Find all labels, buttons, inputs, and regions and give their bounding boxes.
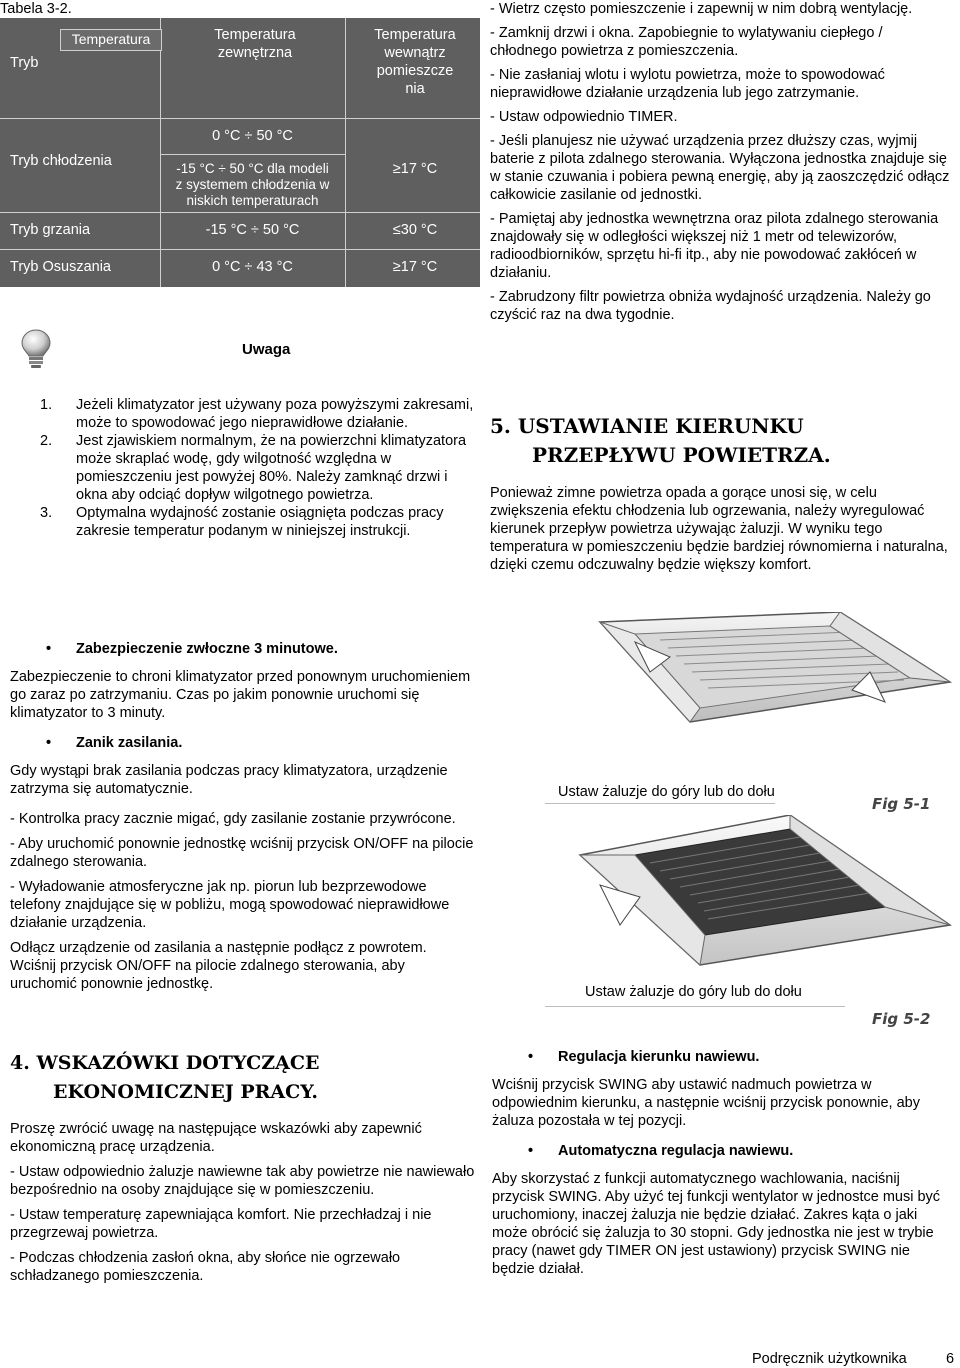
paragraph: - Ustaw odpowiednio żaluzje nawiewne tak aby powietrze nie nawiewało bezpośrednio na osoby znajdujące się w pomieszczeniu.	[10, 1164, 475, 1198]
paragraph: - Ustaw temperaturę zapewniająca komfort. Nie przechładzaj i nie przegrzewaj powietrza.	[10, 1207, 432, 1241]
section-4-heading: 4. WSKAZÓWKI DOTYCZĄCE EKONOMICZNEJ PRACY.	[10, 1052, 320, 1103]
paragraph: Wciśnij przycisk SWING aby ustawić nadmuch powietrza w odpowiednim kierunku, a następnie wciśnij przycisk ponownie, aby żaluza pozostała w tej pozycji.	[492, 1077, 920, 1129]
left-lower-column	[10, 640, 475, 993]
paragraph: - Wyładowanie atmosferyczne jak np. piorun lub bezprzewodowe telefony znajdujące się w pobliżu, mogą spowodować nieprawidłowe działanie urządzenia.	[10, 879, 450, 931]
paragraph: - Ustaw odpowiednio TIMER.	[490, 109, 678, 125]
right-lower-column	[492, 1048, 952, 1278]
right-upper-column	[490, 0, 950, 330]
footer-label: Podręcznik użytkownika	[752, 1351, 907, 1367]
cassette-unit-figure-1	[540, 612, 960, 807]
row-cooling-indoor: ≥17 °C	[392, 161, 438, 177]
header-outdoor: Temperatura zewnętrzna	[214, 27, 296, 61]
paragraph: - Kontrolka pracy zacznie migać, gdy zasilanie zostanie przywrócone.	[10, 811, 456, 827]
row-cooling-mode: Tryb chłodzenia	[10, 153, 112, 169]
cassette-unit-figure-2	[540, 815, 960, 975]
header-temp-label: Temperatura	[71, 31, 151, 47]
paragraph: - Zamknij drzwi i okna. Zapobiegnie to wylatywaniu ciepłego / chłodnego powietrza z pomieszczenia.	[490, 25, 883, 59]
paragraph: - Nie zasłaniaj wlotu i wylotu powietrza, może to spowodować nieprawidłowe działanie urządzenia lub jego zatrzymanie.	[490, 67, 885, 101]
section-5-body: Ponieważ zimne powietrza opada a gorące unosi się, w celu zwiększenia efektu chłodzenia lub ogrzewania, należy wyregulować kierunek przepływ powietrza używając żaluzji. W wyniku tego temperatura w pomieszczeniu będzie bardziej równomierna i naturalna, dzięki czemu odczuwalny będzie większy komfort.	[490, 485, 948, 573]
row-dry-mode: Tryb Osuszania	[10, 259, 111, 275]
paragraph: Zabezpieczenie to chroni klimatyzator przed ponownym uruchomieniem go zaraz po zatrzymaniu. Czas po jakim ponownie uruchomi się klimatyzator to 3 minuty.	[10, 669, 471, 721]
paragraph: - Aby uruchomić ponownie jednostkę wciśnij przycisk ON/OFF na pilocie zdalnego sterowania.	[10, 836, 474, 870]
header-temp-box	[60, 29, 162, 51]
header-indoor: Temperatura wewnątrz pomieszcze nia	[374, 27, 456, 97]
bullet-swing: • Regulacja kierunku nawiewu.	[528, 1049, 760, 1065]
bullet-power: • Zanik zasilania.	[46, 735, 183, 751]
row-heating-outdoor: -15 °C ÷ 50 °C	[205, 222, 300, 238]
paragraph: Proszę zwrócić uwagę na następujące wskazówki aby zapewnić ekonomiczną pracę urządzenia.	[10, 1121, 422, 1155]
row-cooling-outdoor-b: -15 °C ÷ 50 °C dla modeli z systemem chłodzenia w niskich temperaturach	[175, 161, 330, 208]
paragraph: - Pamiętaj aby jednostka wewnętrzna oraz pilota zdalnego sterowania znajdowały się w odległości większej niż 1 metr od telewizorów, radioodbiorników, sprzętu hi-fi itp., aby nie powodować zakłóceń w działaniu.	[490, 211, 939, 281]
paragraph: Odłącz urządzenie od zasilania a następnie podłącz z powrotem. Wciśnij przycisk ON/OFF na pilocie zdalnego sterowania, aby uruchomić ponownie jednostkę.	[10, 940, 427, 992]
row-dry-indoor: ≥17 °C	[392, 259, 438, 275]
header-mode: Tryb	[10, 55, 39, 71]
paragraph: Aby skorzystać z funkcji automatycznego wachlowania, naciśnij przycisk SWING. Aby użyć tej funkcji wentylator w jednostce musi być uruchomiony, inaczej żaluzja nie będzie działać. Zakres kąta o jaki może obrócić się żaluzja to 30 stopni. Gdy jednostka nie jest w trybie pracy (nawet gdy TIMER ON jest ustawiony) przycisk SWING nie będzie działał.	[492, 1171, 941, 1277]
row-heating-indoor: ≤30 °C	[392, 222, 438, 238]
bullet-delay: • Zabezpieczenie zwłoczne 3 minutowe.	[46, 641, 338, 657]
paragraph: - Wietrz często pomieszczenie i zapewnij w nim dobrą wentylację.	[490, 1, 913, 17]
bullet-auto-swing: • Automatyczna regulacja nawiewu.	[528, 1143, 794, 1159]
figure-1-label: Fig 5-1	[872, 795, 931, 813]
paragraph: - Zabrudzony filtr powietrza obniża wydajność urządzenia. Należy go czyścić raz na dwa tygodnie.	[490, 289, 931, 323]
paragraph: - Podczas chłodzenia zasłoń okna, aby słońce nie ogrzewało schładzanego pomieszczenia.	[10, 1250, 401, 1284]
lightbulb-icon	[20, 328, 52, 375]
section-4-body	[10, 1120, 480, 1285]
page-number: 6	[946, 1351, 955, 1367]
figure-2-caption: Ustaw żaluzje do góry lub do dołu	[585, 984, 802, 1000]
note-list	[40, 396, 480, 540]
paragraph: - Jeśli planujesz nie używać urządzenia przez dłuższy czas, wyjmij baterie z pilota zdalnego sterowania. Wyłączona jednostka znajduje się w stanie czuwania i pobiera pewną energię, aby ją zaoszczędzić odłącz całkowicie zasilanie od jednostki.	[490, 133, 950, 203]
temperature-table	[0, 18, 480, 287]
paragraph: Gdy wystąpi brak zasilania podczas pracy klimatyzatora, urządzenie zatrzyma się automatycznie.	[10, 763, 448, 797]
row-dry-outdoor: 0 °C ÷ 43 °C	[212, 259, 293, 275]
table-caption: Tabela 3-2.	[0, 1, 72, 17]
figure-2-label: Fig 5-2	[872, 1010, 931, 1028]
note-title: Uwaga	[242, 341, 291, 358]
row-heating-mode: Tryb grzania	[10, 222, 91, 238]
note-item: 2. Jest zjawiskiem normalnym, że na powierzchni klimatyzatora może skraplać wodę, gdy wilgotność względna w pomieszczeniu jest powyżej 80%. Należy zamknąć drzwi i okna aby odciąć dopływ wilgotnego powietrza.	[40, 433, 467, 503]
note-item: 3. Optymalna wydajność zostanie osiągnięta podczas pracy zakresie temperatur podanym w niniejszej instrukcji.	[40, 505, 444, 539]
row-cooling-outdoor-a: 0 °C ÷ 50 °C	[212, 128, 293, 144]
section-5-heading: 5. USTAWIANIE KIERUNKU PRZEPŁYWU POWIETRZA.	[490, 414, 831, 467]
note-item: 1. Jeżeli klimatyzator jest używany poza powyższymi zakresami, może to spowodować jego nieprawidłowe działanie.	[40, 397, 474, 431]
figure-1-caption: Ustaw żaluzje do góry lub do dołu	[558, 784, 775, 800]
